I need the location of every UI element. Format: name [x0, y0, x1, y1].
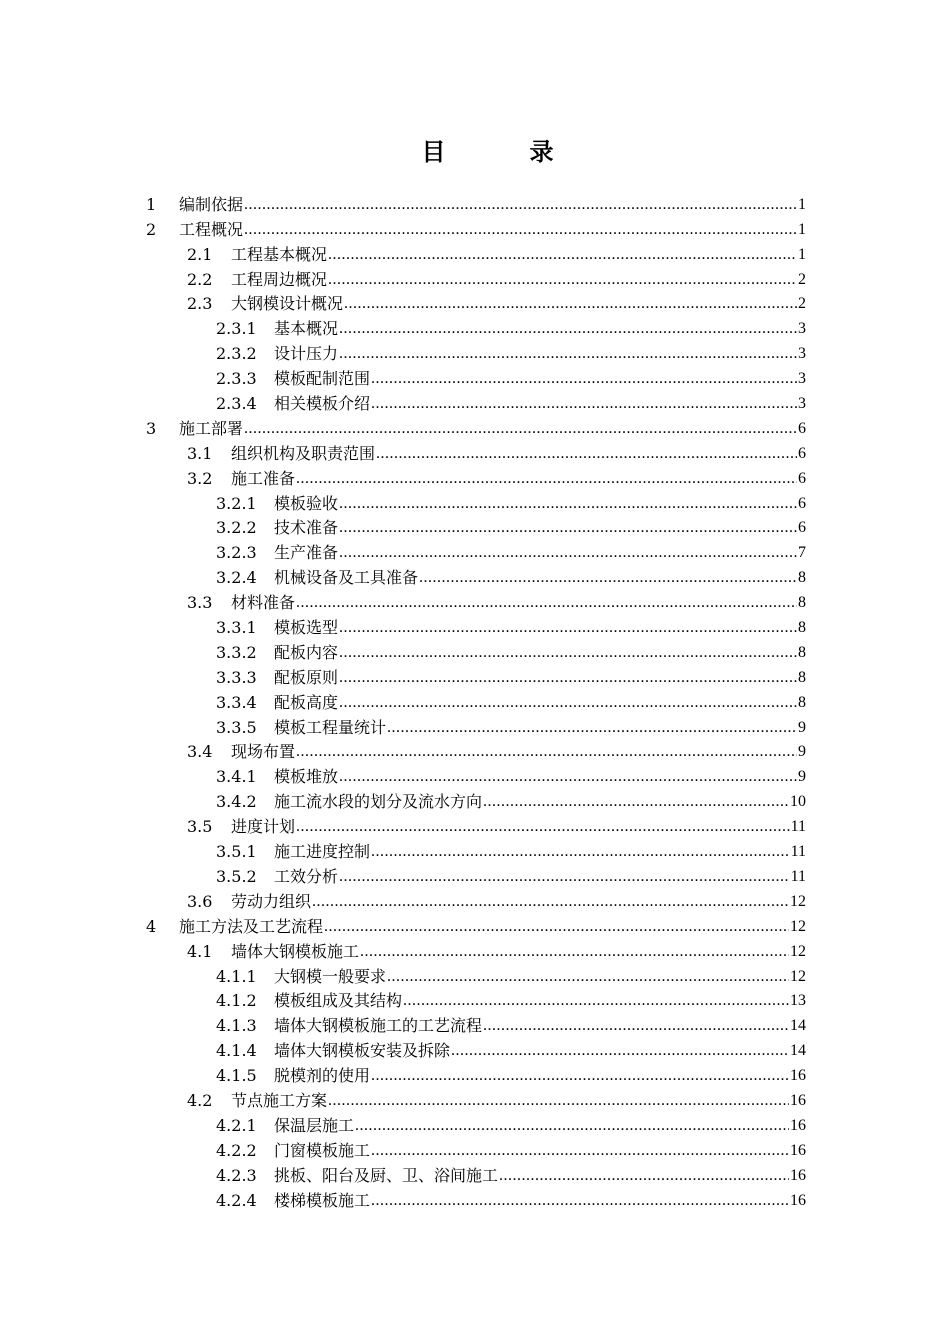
toc-dot-leader: [483, 1016, 789, 1036]
toc-entry-page-number: 3: [798, 370, 806, 388]
toc-entry-title: 工程周边概况: [231, 269, 328, 289]
toc-entry-title: 施工进度控制: [274, 842, 371, 862]
toc-entry[interactable]: [146, 464, 806, 489]
toc-entry[interactable]: [146, 1036, 806, 1061]
toc-entry-page-number: 14: [790, 1042, 806, 1060]
toc-entry-page-number: 6: [798, 419, 806, 437]
toc-entry[interactable]: [146, 339, 806, 364]
toc-entry-number: 3.2.3: [216, 543, 257, 563]
toc-entry-page-number: 1: [798, 195, 806, 213]
toc-entry-number: 3.3.5: [216, 717, 257, 737]
toc-entry-title: 技术准备: [274, 518, 339, 538]
toc-entry-number: 2.3.1: [216, 319, 257, 339]
toc-entry-title: 脱模剂的使用: [274, 1066, 371, 1086]
toc-dot-leader: [324, 917, 789, 937]
toc-entry-number: 3.2.2: [216, 518, 257, 538]
toc-entry-page-number: 8: [798, 693, 806, 711]
toc-entry-number: 3.3.2: [216, 642, 257, 662]
toc-dot-leader: [328, 270, 797, 290]
toc-entry[interactable]: [146, 762, 806, 787]
toc-dot-leader: [339, 344, 797, 364]
toc-entry-title: 施工部署: [179, 418, 244, 438]
toc-dot-leader: [312, 892, 789, 912]
toc-entry-number: 2.2: [187, 269, 213, 289]
toc-dot-leader: [376, 444, 797, 464]
toc-entry-page-number: 8: [798, 619, 806, 637]
toc-entry-page-number: 8: [798, 643, 806, 661]
toc-dot-leader: [339, 643, 797, 663]
toc-dot-leader: [339, 618, 797, 638]
toc-entry-number: 2.3.2: [216, 344, 257, 364]
toc-entry-number: 3.5.1: [216, 842, 257, 862]
toc-entry-page-number: 11: [790, 867, 806, 885]
toc-dot-leader: [296, 742, 797, 762]
toc-entry-title: 模板组成及其结构: [274, 991, 403, 1011]
toc-entry-title: 机械设备及工具准备: [274, 568, 419, 588]
toc-entry-number: 4.2.3: [216, 1165, 257, 1185]
toc-entry[interactable]: [146, 713, 806, 738]
toc-entry-page-number: 11: [790, 843, 806, 861]
toc-entry-title: 配板高度: [274, 692, 339, 712]
toc-entry-number: 3.4: [187, 742, 213, 762]
toc-dot-leader: [244, 195, 797, 215]
toc-dot-leader: [387, 967, 789, 987]
toc-entry[interactable]: [146, 837, 806, 862]
toc-entry[interactable]: [146, 389, 806, 414]
toc-dot-leader: [403, 991, 789, 1011]
toc-dot-leader: [371, 394, 797, 414]
toc-entry-page-number: 8: [798, 668, 806, 686]
toc-entry-page-number: 2: [798, 270, 806, 288]
toc-entry[interactable]: [146, 663, 806, 688]
toc-entry-number: 4.2: [187, 1090, 213, 1110]
toc-entry-title: 施工方法及工艺流程: [179, 916, 324, 936]
toc-entry-title: 设计压力: [274, 344, 339, 364]
toc-dot-leader: [339, 543, 797, 563]
toc-entry-title: 劳动力组织: [231, 891, 312, 911]
toc-entry[interactable]: [146, 613, 806, 638]
toc-entry-number: 2.3: [187, 294, 213, 314]
toc-dot-leader: [296, 469, 797, 489]
toc-dot-leader: [339, 767, 797, 787]
toc-entry-number: 3.2.4: [216, 568, 257, 588]
toc-entry[interactable]: [146, 588, 806, 613]
toc-entry[interactable]: [146, 563, 806, 588]
toc-entry-number: 2.3.3: [216, 369, 257, 389]
toc-dot-leader: [244, 419, 797, 439]
toc-entry-title: 进度计划: [231, 817, 296, 837]
toc-entry-title: 节点施工方案: [231, 1090, 328, 1110]
toc-entry-page-number: 3: [798, 395, 806, 413]
toc-entry-title: 模板验收: [274, 493, 339, 513]
toc-entry[interactable]: [146, 1186, 806, 1211]
toc-dot-leader: [371, 1191, 789, 1211]
toc-entry-page-number: 6: [798, 469, 806, 487]
toc-dot-leader: [339, 693, 797, 713]
toc-entry-page-number: 7: [798, 544, 806, 562]
toc-entry[interactable]: [146, 538, 806, 563]
toc-entry[interactable]: [146, 688, 806, 713]
toc-entry[interactable]: [146, 1011, 806, 1036]
toc-entry-title: 墙体大钢模板安装及拆除: [274, 1041, 451, 1061]
toc-entry-number: 3.5: [187, 817, 213, 837]
toc-entry-number: 4.1.2: [216, 991, 257, 1011]
toc-entry-page-number: 12: [790, 967, 806, 985]
toc-entry-title: 模板选型: [274, 618, 339, 638]
toc-entry-number: 4.1.1: [216, 966, 257, 986]
toc-entry-page-number: 14: [790, 1017, 806, 1035]
toc-dot-leader: [419, 568, 797, 588]
toc-dot-leader: [371, 1066, 789, 1086]
toc-entry-title: 墙体大钢模板施工的工艺流程: [274, 1016, 483, 1036]
toc-entry[interactable]: [146, 1086, 806, 1111]
toc-entry[interactable]: [146, 812, 806, 837]
toc-dot-leader: [339, 319, 797, 339]
toc-entry-page-number: 16: [790, 1067, 806, 1085]
toc-dot-leader: [483, 792, 789, 812]
toc-entry-number: 4.1.4: [216, 1041, 257, 1061]
toc-entry-number: 2.3.4: [216, 394, 257, 414]
toc-entry-page-number: 3: [798, 320, 806, 338]
toc-dot-leader: [360, 942, 789, 962]
toc-entry[interactable]: [146, 514, 806, 539]
toc-entry-title: 挑板、阳台及厨、卫、浴间施工: [274, 1165, 499, 1185]
table-of-contents: [146, 190, 806, 1211]
toc-dot-leader: [371, 1141, 789, 1161]
toc-dot-leader: [371, 842, 790, 862]
toc-title: 目 录: [421, 138, 584, 166]
toc-entry-title: 模板堆放: [274, 767, 339, 787]
toc-entry[interactable]: [146, 1111, 806, 1136]
toc-entry-page-number: 11: [790, 818, 806, 836]
toc-entry[interactable]: [146, 414, 806, 439]
toc-entry[interactable]: [146, 738, 806, 763]
toc-entry-title: 基本概况: [274, 319, 339, 339]
toc-entry[interactable]: [146, 1061, 806, 1086]
toc-entry-page-number: 9: [798, 718, 806, 736]
toc-entry[interactable]: [146, 887, 806, 912]
toc-entry[interactable]: [146, 240, 806, 265]
toc-entry-number: 4.1.3: [216, 1016, 257, 1036]
toc-entry-number: 3.2: [187, 468, 213, 488]
toc-entry-title: 大钢模一般要求: [274, 966, 387, 986]
toc-entry[interactable]: [146, 314, 806, 339]
toc-entry-title: 组织机构及职责范围: [231, 443, 376, 463]
toc-entry-page-number: 8: [798, 569, 806, 587]
toc-entry-number: 4.2.1: [216, 1115, 257, 1135]
toc-entry-title: 大钢模设计概况: [231, 294, 344, 314]
toc-entry-number: 4.2.2: [216, 1140, 257, 1160]
toc-entry-title: 墙体大钢模板施工: [231, 941, 360, 961]
toc-entry-number: 3.4.2: [216, 792, 257, 812]
toc-entry-page-number: 16: [790, 1116, 806, 1134]
toc-entry-number: 4: [146, 916, 157, 936]
toc-entry[interactable]: [146, 912, 806, 937]
toc-dot-leader: [244, 220, 797, 240]
toc-dot-leader: [339, 668, 797, 688]
toc-entry-title: 相关模板介绍: [274, 394, 371, 414]
toc-entry-number: 3.1: [187, 443, 213, 463]
toc-entry-number: 3.4.1: [216, 767, 257, 787]
toc-entry[interactable]: [146, 862, 806, 887]
toc-entry-title: 配板原则: [274, 667, 339, 687]
toc-dot-leader: [339, 494, 797, 514]
toc-entry-page-number: 1: [798, 220, 806, 238]
toc-entry-title: 楼梯模板施工: [274, 1190, 371, 1210]
toc-entry-page-number: 1: [798, 245, 806, 263]
toc-entry[interactable]: [146, 489, 806, 514]
toc-entry-title: 保温层施工: [274, 1115, 355, 1135]
toc-dot-leader: [387, 718, 797, 738]
toc-entry-title: 施工准备: [231, 468, 296, 488]
toc-entry-page-number: 16: [790, 1091, 806, 1109]
toc-entry[interactable]: [146, 638, 806, 663]
toc-entry-title: 模板工程量统计: [274, 717, 387, 737]
toc-entry-page-number: 13: [790, 992, 806, 1010]
toc-entry-number: 3.5.2: [216, 866, 257, 886]
toc-entry-title: 配板内容: [274, 642, 339, 662]
toc-entry-title: 现场布置: [231, 742, 296, 762]
toc-entry-number: 3.3.1: [216, 618, 257, 638]
toc-entry-number: 3: [146, 418, 157, 438]
toc-entry-title: 工程概况: [179, 219, 244, 239]
toc-dot-leader: [344, 294, 797, 314]
toc-entry[interactable]: [146, 1136, 806, 1161]
toc-entry-number: 3.3: [187, 593, 213, 613]
toc-dot-leader: [371, 369, 797, 389]
toc-entry-number: 3.3.4: [216, 692, 257, 712]
toc-entry[interactable]: [146, 265, 806, 290]
toc-entry-number: 3.3.3: [216, 667, 257, 687]
toc-entry-number: 1: [146, 194, 157, 214]
toc-entry-page-number: 6: [798, 519, 806, 537]
toc-entry-number: 2.1: [187, 244, 213, 264]
toc-entry-page-number: 9: [798, 768, 806, 786]
toc-entry-title: 模板配制范围: [274, 369, 371, 389]
toc-entry-page-number: 12: [790, 917, 806, 935]
toc-entry-page-number: 6: [798, 444, 806, 462]
toc-entry[interactable]: [146, 1161, 806, 1186]
toc-entry-title: 工程基本概况: [231, 244, 328, 264]
toc-dot-leader: [296, 593, 797, 613]
toc-entry-number: 4.1.5: [216, 1066, 257, 1086]
toc-entry-number: 4.2.4: [216, 1190, 257, 1210]
toc-entry-title: 施工流水段的划分及流水方向: [274, 792, 483, 812]
toc-dot-leader: [355, 1116, 789, 1136]
toc-entry[interactable]: [146, 937, 806, 962]
toc-entry-title: 门窗模板施工: [274, 1140, 371, 1160]
toc-entry-title: 工效分析: [274, 866, 339, 886]
toc-dot-leader: [296, 817, 790, 837]
toc-entry-page-number: 9: [798, 743, 806, 761]
toc-entry[interactable]: [146, 190, 806, 215]
toc-entry-number: 3.6: [187, 891, 213, 911]
toc-entry-page-number: 2: [798, 295, 806, 313]
toc-entry-page-number: 12: [790, 942, 806, 960]
toc-entry[interactable]: [146, 290, 806, 315]
toc-entry-title: 生产准备: [274, 543, 339, 563]
toc-dot-leader: [328, 245, 797, 265]
toc-dot-leader: [451, 1041, 789, 1061]
toc-entry-page-number: 16: [790, 1166, 806, 1184]
toc-entry-page-number: 10: [790, 793, 806, 811]
toc-entry-page-number: 16: [790, 1191, 806, 1209]
toc-dot-leader: [499, 1166, 789, 1186]
toc-dot-leader: [339, 518, 797, 538]
toc-dot-leader: [328, 1091, 789, 1111]
toc-entry-page-number: 8: [798, 594, 806, 612]
toc-entry-number: 3.2.1: [216, 493, 257, 513]
toc-entry[interactable]: [146, 439, 806, 464]
toc-entry-number: 4.1: [187, 941, 213, 961]
toc-entry-page-number: 16: [790, 1141, 806, 1159]
toc-entry-title: 材料准备: [231, 593, 296, 613]
toc-entry[interactable]: [146, 364, 806, 389]
toc-entry-page-number: 3: [798, 345, 806, 363]
toc-entry[interactable]: [146, 215, 806, 240]
toc-entry[interactable]: [146, 962, 806, 987]
toc-entry[interactable]: [146, 987, 806, 1012]
toc-dot-leader: [339, 867, 790, 887]
toc-entry-title: 编制依据: [179, 194, 244, 214]
toc-entry-page-number: 12: [790, 892, 806, 910]
toc-entry-page-number: 6: [798, 494, 806, 512]
toc-entry[interactable]: [146, 787, 806, 812]
toc-entry-number: 2: [146, 219, 157, 239]
